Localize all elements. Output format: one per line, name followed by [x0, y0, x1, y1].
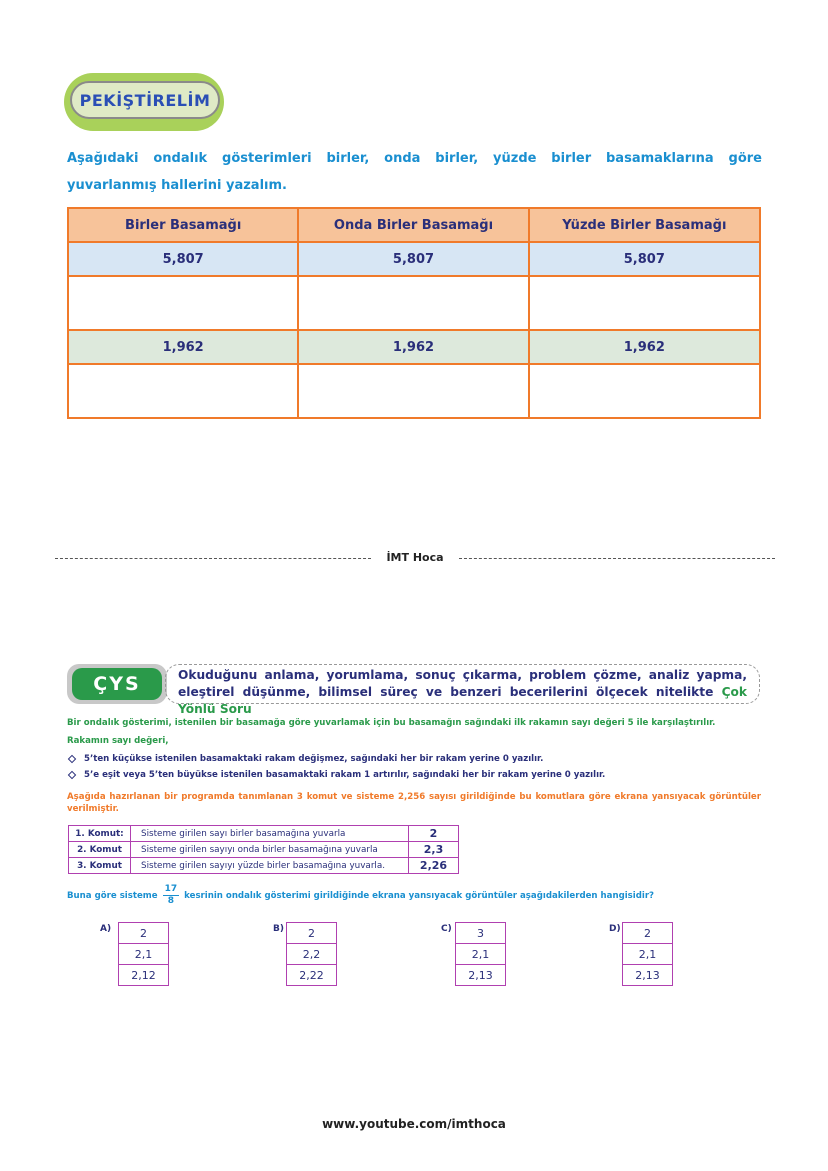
command-desc: Sisteme girilen sayıyı yüzde birler basamağına yuvarla. [131, 858, 409, 874]
diamond-bullet-icon [68, 754, 76, 762]
answer-cell[interactable] [529, 364, 760, 418]
option-cell: 2,13 [623, 965, 673, 986]
option-b-table[interactable] [286, 922, 337, 986]
fraction-denominator: 8 [167, 896, 174, 906]
command-value: 2 [409, 826, 459, 842]
option-a-label[interactable]: A) [100, 924, 112, 934]
section-divider [55, 551, 775, 567]
rule-bullet-2-text: 5’e eşit veya 5’ten büyükse istenilen basamaktaki rakam 1 artırılır, sağındaki her bir rakam yerine 0 yazılır. [84, 770, 606, 780]
option-cell: 2,12 [119, 965, 169, 986]
option-cell: 2,2 [287, 944, 337, 965]
option-cell: 3 [456, 923, 506, 944]
answer-cell[interactable] [68, 364, 298, 418]
cys-description [165, 664, 760, 716]
fraction [163, 884, 180, 907]
table-header-row [68, 208, 760, 242]
command-row [69, 842, 459, 858]
divider-line-left [55, 558, 371, 559]
table-cell: 1,962 [68, 330, 298, 364]
command-key: 1. Komut: [69, 826, 131, 842]
badge-label: PEKİŞTİRELİM [70, 81, 220, 119]
table-cell: 1,962 [529, 330, 760, 364]
option-b-label[interactable]: B) [273, 924, 284, 934]
program-text: Aşağıda hazırlanan bir programda tanımlanan 3 komut ve sisteme 2,256 sayısı girildiğinde bu komutlara göre ekrana yansıyacak görüntüler verilmiştir. [67, 792, 761, 814]
answer-cell[interactable] [68, 276, 298, 330]
command-desc: Sisteme girilen sayı birler basamağına yuvarla [131, 826, 409, 842]
cys-badge-label: ÇYS [72, 668, 162, 700]
rule-bullet-1 [69, 754, 543, 764]
cys-highlight: Çok Yönlü Soru [178, 685, 747, 716]
footer-url[interactable]: www.youtube.com/imthoca [322, 1117, 506, 1131]
table-row [68, 330, 760, 364]
table-cell: 5,807 [68, 242, 298, 276]
table-cell: 5,807 [298, 242, 528, 276]
command-key: 3. Komut [69, 858, 131, 874]
table-cell: 5,807 [529, 242, 760, 276]
command-row [69, 826, 459, 842]
rule-line-2: Rakamın sayı değeri, [67, 736, 169, 746]
option-cell: 2,1 [623, 944, 673, 965]
question-before: Buna göre sisteme [67, 890, 158, 901]
command-desc: Sisteme girilen sayıyı onda birler basamağına yuvarla [131, 842, 409, 858]
divider-line-right [459, 558, 775, 559]
option-cell: 2,13 [456, 965, 506, 986]
question-after: kesrinin ondalık gösterimi girildiğinde ekrana yansıyacak görüntüler aşağıdakilerden hangisidir? [184, 890, 655, 901]
option-a-table[interactable] [118, 922, 169, 986]
fraction-numerator: 17 [164, 884, 178, 894]
divider-label: İMT Hoca [386, 551, 444, 564]
option-cell: 2 [119, 923, 169, 944]
rounding-table [67, 207, 761, 419]
cys-description-text: Okuduğunu anlama, yorumlama, sonuç çıkarma, problem çözme, analiz yapma, eleştirel düşünme, bilimsel süreç ve benzeri becerilerini ölçecek nitelikte [178, 668, 747, 699]
answer-cell[interactable] [298, 364, 528, 418]
option-d-label[interactable]: D) [609, 924, 621, 934]
option-c-label[interactable]: C) [441, 924, 452, 934]
command-value: 2,3 [409, 842, 459, 858]
header-tenths: Onda Birler Basamağı [298, 208, 528, 242]
answer-row [68, 364, 760, 418]
answer-cell[interactable] [298, 276, 528, 330]
diamond-bullet-icon [68, 770, 76, 778]
rule-line-1: Bir ondalık gösterimi, istenilen bir basamağa göre yuvarlamak için bu basamağın sağındaki ilk rakamın sayı değeri 5 ile karşılaştırılır. [67, 718, 716, 728]
option-cell: 2 [287, 923, 337, 944]
option-cell: 2,1 [456, 944, 506, 965]
question-text [67, 884, 654, 907]
header-hundredths: Yüzde Birler Basamağı [529, 208, 760, 242]
pekistirelim-badge [64, 73, 224, 131]
option-c-table[interactable] [455, 922, 506, 986]
answer-row [68, 276, 760, 330]
option-cell: 2,22 [287, 965, 337, 986]
answer-cell[interactable] [529, 276, 760, 330]
table-row [68, 242, 760, 276]
command-table [68, 825, 459, 874]
rule-bullet-2 [69, 770, 605, 780]
command-key: 2. Komut [69, 842, 131, 858]
option-cell: 2,1 [119, 944, 169, 965]
table-cell: 1,962 [298, 330, 528, 364]
cys-badge [67, 664, 167, 704]
header-ones: Birler Basamağı [68, 208, 298, 242]
command-row [69, 858, 459, 874]
command-value: 2,26 [409, 858, 459, 874]
intro-text: Aşağıdaki ondalık gösterimleri birler, onda birler, yüzde birler basamaklarına göre yuvarlanmış hallerini yazalım. [67, 151, 762, 193]
rule-bullet-1-text: 5’ten küçükse istenilen basamaktaki rakam değişmez, sağındaki her bir rakam yerine 0 yazılır. [84, 754, 544, 764]
option-cell: 2 [623, 923, 673, 944]
option-d-table[interactable] [622, 922, 673, 986]
